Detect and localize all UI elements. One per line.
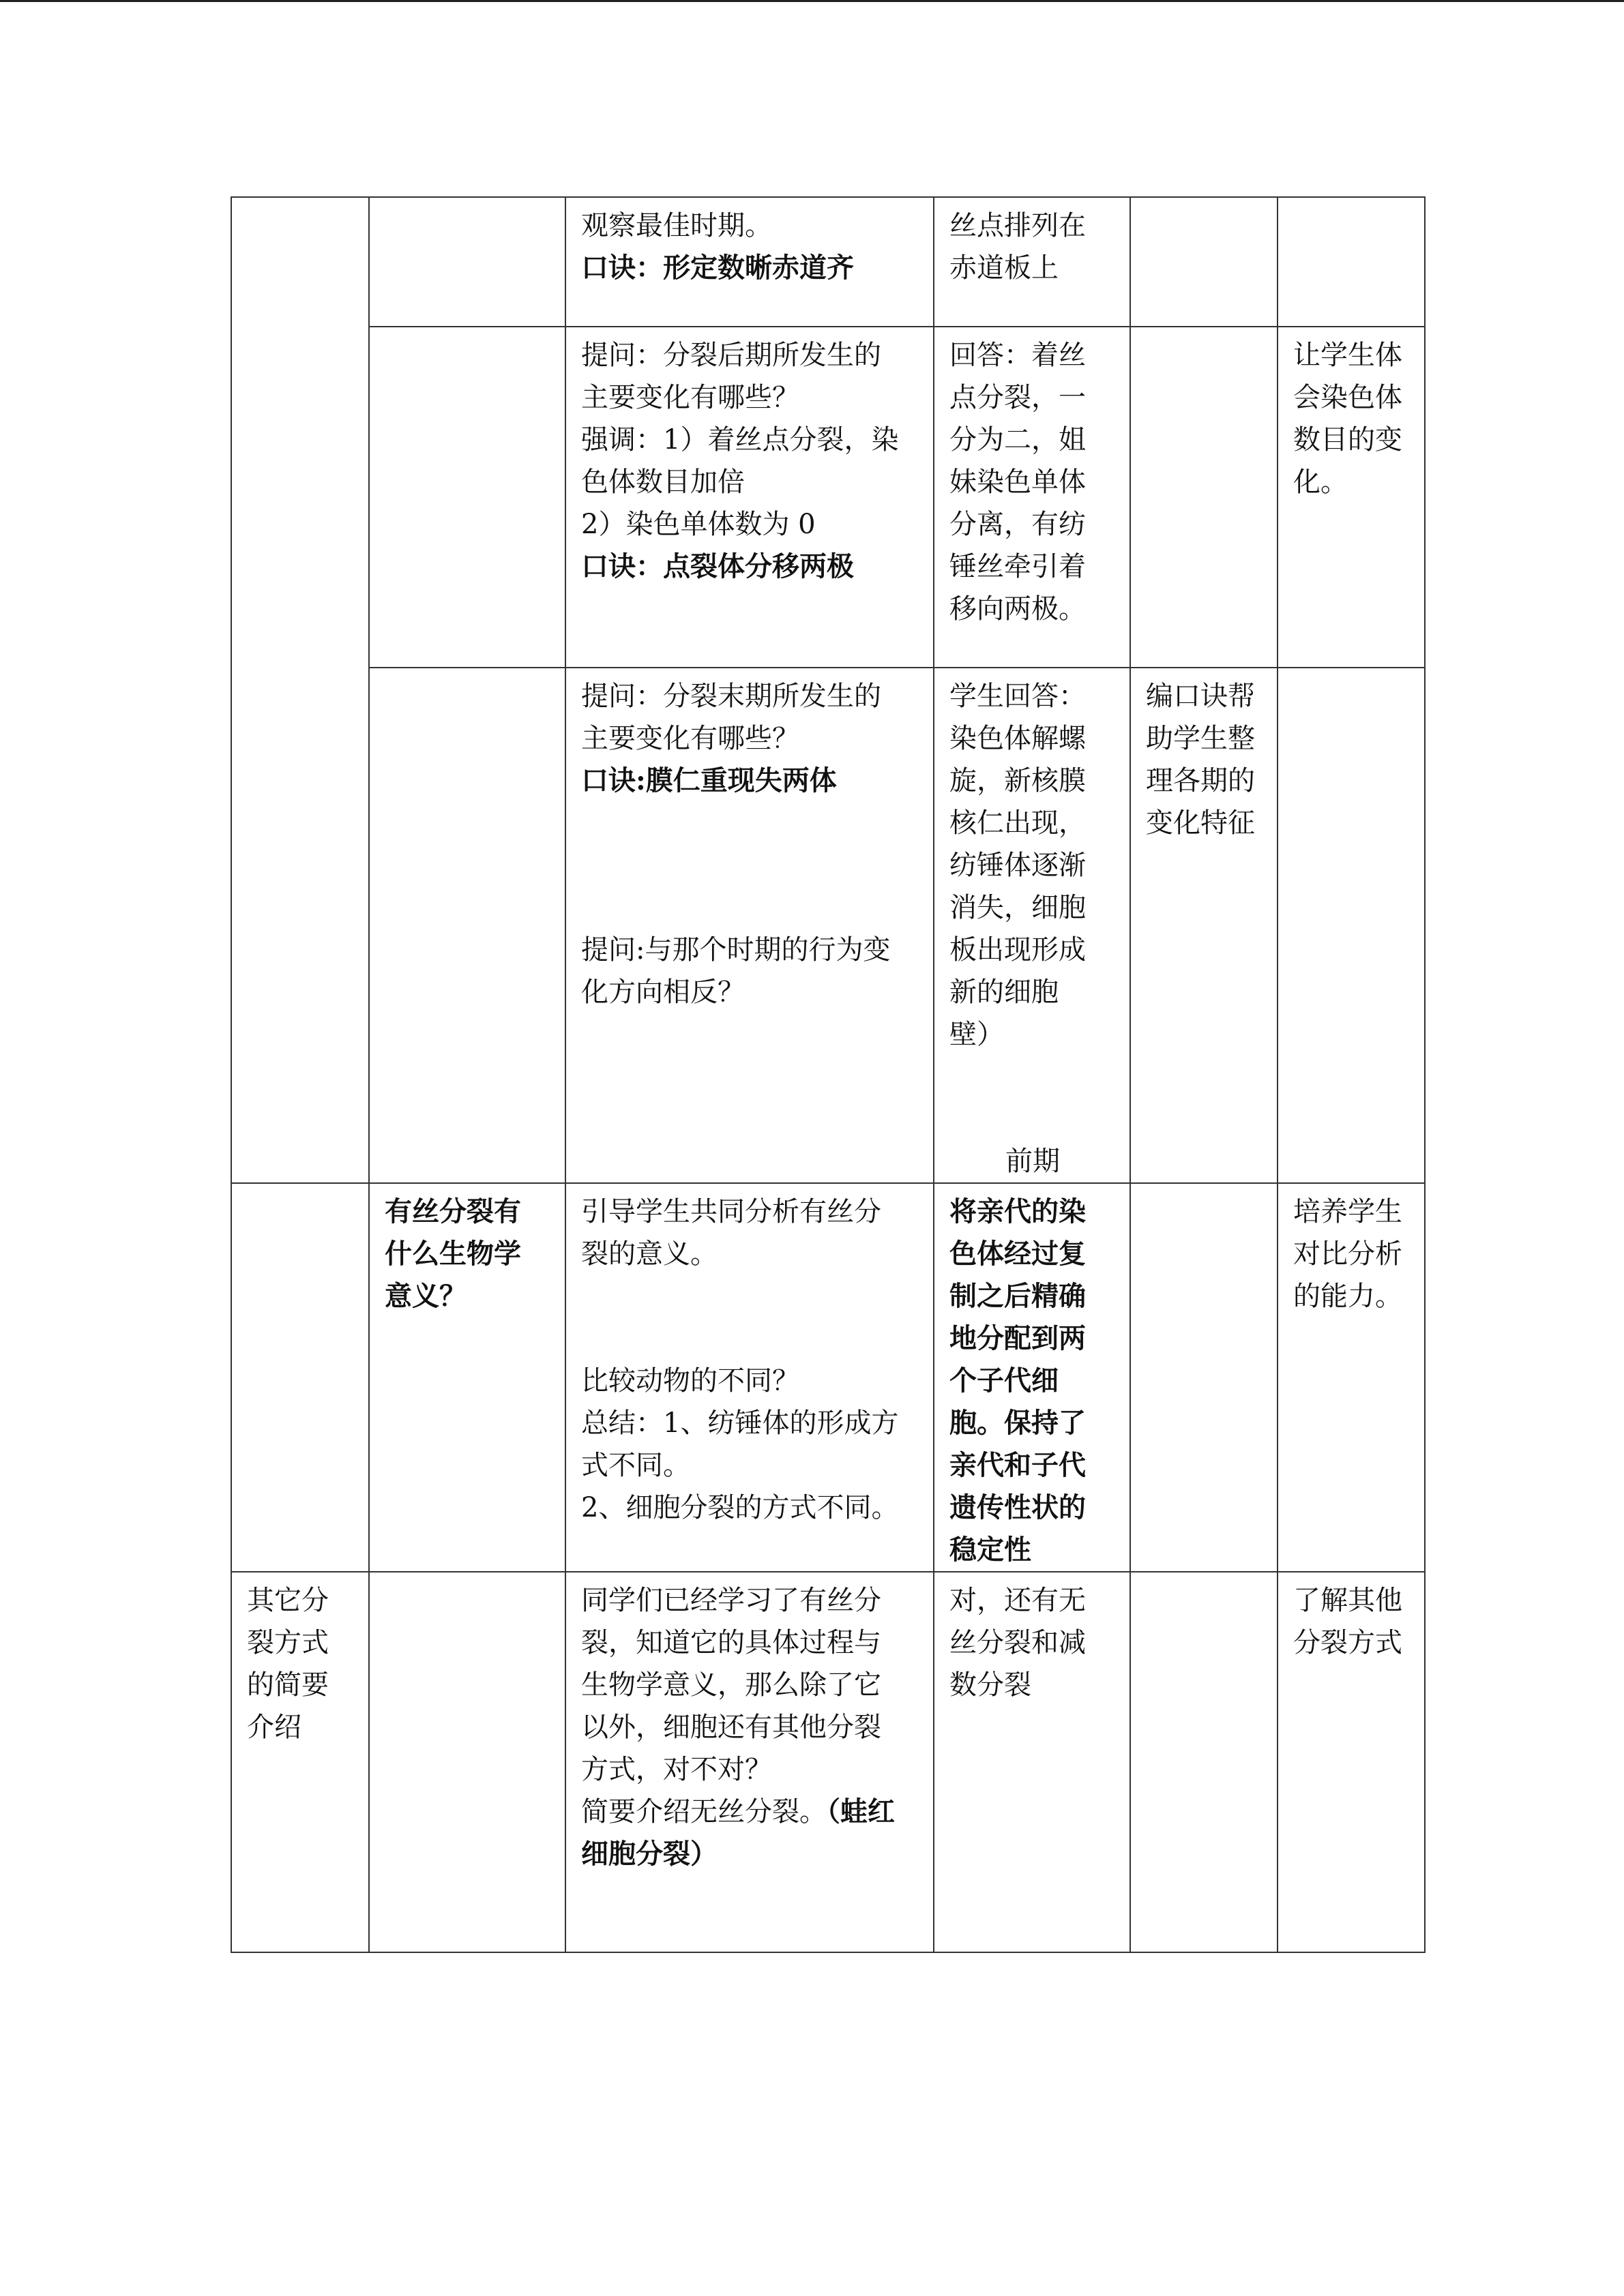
cell-topic-empty bbox=[231, 197, 369, 1183]
cell-question-empty bbox=[369, 197, 565, 327]
text-line: 主要变化有哪些？ bbox=[581, 723, 799, 754]
text-line: 让学生体 bbox=[1293, 340, 1402, 371]
cell-question-empty bbox=[369, 1572, 565, 1952]
cell-purpose-empty bbox=[1278, 197, 1425, 327]
text-line: 细胞分裂） bbox=[581, 1838, 718, 1870]
text-line: 数分裂 bbox=[949, 1669, 1031, 1701]
cell-teacher-activity bbox=[565, 1183, 934, 1572]
text-line: 染色体解螺 bbox=[949, 723, 1086, 754]
text-line: 对比分析 bbox=[1293, 1238, 1402, 1270]
cell-student-activity bbox=[934, 327, 1130, 668]
text-line: 分裂方式 bbox=[1293, 1627, 1402, 1658]
mnemonic-line: 口诀：形定数晰赤道齐 bbox=[581, 252, 854, 284]
cell-question bbox=[369, 1183, 565, 1572]
text-plain: 简要介绍无丝分裂。 bbox=[581, 1796, 827, 1828]
text-line: 编口诀帮 bbox=[1146, 681, 1255, 712]
cell-purpose bbox=[1278, 1183, 1425, 1572]
text-line: 将亲代的染 bbox=[949, 1195, 1086, 1227]
spacer bbox=[581, 802, 919, 929]
cell-teacher-activity bbox=[565, 197, 934, 327]
text-line: 式不同。 bbox=[581, 1450, 690, 1481]
text-line: 稳定性 bbox=[949, 1534, 1031, 1566]
text-line: 色体经过复 bbox=[949, 1238, 1086, 1270]
spacer bbox=[581, 1275, 919, 1360]
text-line: 变化特征 bbox=[1146, 807, 1255, 839]
cell-method bbox=[1130, 668, 1278, 1183]
mnemonic-line: 口诀：点裂体分移两极 bbox=[581, 550, 854, 582]
text-bold: （蛙红 bbox=[827, 1795, 895, 1828]
text-line: 其它分 bbox=[247, 1585, 329, 1616]
text-line: 壁） bbox=[949, 1019, 1004, 1050]
text-line: 主要变化有哪些？ bbox=[581, 382, 799, 413]
text-line: 提问：分裂末期所发生的 bbox=[581, 681, 881, 712]
cell-student-activity bbox=[934, 668, 1130, 1183]
text-line: 强调：1）着丝点分裂，染 bbox=[581, 424, 899, 456]
text-line: 同学们已经学习了有丝分 bbox=[581, 1585, 881, 1616]
text-line: 观察最佳时期。 bbox=[581, 210, 772, 241]
text-line: 2）染色单体数为 0 bbox=[581, 509, 816, 540]
text-line: 总结：1、纺锤体的形成方 bbox=[581, 1407, 899, 1439]
text-line: 了解其他 bbox=[1293, 1585, 1402, 1616]
text-line: 方式，对不对？ bbox=[581, 1754, 772, 1785]
cell-method-empty bbox=[1130, 1572, 1278, 1952]
text-line: 胞。保持了 bbox=[949, 1407, 1086, 1439]
question-line: 意义？ bbox=[385, 1280, 467, 1312]
table-row-anaphase bbox=[231, 327, 1425, 668]
text-line: 亲代和子代 bbox=[949, 1449, 1086, 1481]
cell-question-empty bbox=[369, 327, 565, 668]
text-line: 引导学生共同分析有丝分 bbox=[581, 1196, 881, 1227]
text-line: 个子代细 bbox=[949, 1365, 1059, 1397]
text-line: 提问:与那个时期的行为变 bbox=[581, 934, 891, 966]
text-line: 移向两极。 bbox=[949, 593, 1086, 625]
cell-topic-empty bbox=[231, 1183, 369, 1572]
text-line: 板出现形成 bbox=[949, 934, 1086, 966]
text-line: 赤道板上 bbox=[949, 252, 1059, 284]
table-row-metaphase bbox=[231, 197, 1425, 327]
text-line: 介绍 bbox=[247, 1712, 301, 1743]
text-line: 以外，细胞还有其他分裂 bbox=[581, 1712, 881, 1743]
page-top-border bbox=[0, 0, 1624, 2]
text-line: 学生回答： bbox=[949, 681, 1086, 712]
table-row-other-division bbox=[231, 1572, 1425, 1952]
cell-purpose-empty bbox=[1278, 668, 1425, 1183]
table-row-telophase bbox=[231, 668, 1425, 1183]
cell-purpose bbox=[1278, 327, 1425, 668]
text-line: 色体数目加倍 bbox=[581, 466, 745, 498]
text-line: 锤丝牵引着 bbox=[949, 551, 1086, 582]
text-line: 分离，有纺 bbox=[949, 509, 1086, 540]
text-line: 裂的意义。 bbox=[581, 1238, 718, 1270]
cell-teacher-activity bbox=[565, 1572, 934, 1952]
mnemonic-line: 口诀:膜仁重现失两体 bbox=[581, 764, 837, 796]
question-line: 有丝分裂有 bbox=[385, 1195, 521, 1227]
text-line: 对，还有无 bbox=[949, 1585, 1086, 1616]
text-line: 点分裂，一 bbox=[949, 382, 1086, 413]
text-line: 提问：分裂后期所发生的 bbox=[581, 340, 881, 371]
text-line: 的简要 bbox=[247, 1669, 329, 1701]
text-line: 理各期的 bbox=[1146, 765, 1255, 796]
cell-method-empty bbox=[1130, 1183, 1278, 1572]
lesson-plan-table bbox=[231, 196, 1426, 1953]
text-line: 丝点排列在 bbox=[949, 210, 1086, 241]
cell-question-empty bbox=[369, 668, 565, 1183]
text-line: 助学生整 bbox=[1146, 723, 1255, 754]
text-line: 化方向相反？ bbox=[581, 976, 745, 1008]
text-line: 生物学意义，那么除了它 bbox=[581, 1669, 881, 1701]
cell-teacher-activity bbox=[565, 327, 934, 668]
cell-topic bbox=[231, 1572, 369, 1952]
text-line: 回答：着丝 bbox=[949, 340, 1086, 371]
question-line: 什么生物学 bbox=[385, 1238, 521, 1270]
text-line: 制之后精确 bbox=[949, 1280, 1086, 1312]
cell-student-activity bbox=[934, 1183, 1130, 1572]
cell-method-empty bbox=[1130, 197, 1278, 327]
text-line: 2、细胞分裂的方式不同。 bbox=[581, 1492, 899, 1523]
text-line: 地分配到两 bbox=[949, 1322, 1086, 1354]
table-row-significance bbox=[231, 1183, 1425, 1572]
text-line: 会染色体 bbox=[1293, 382, 1402, 413]
text-line: 培养学生 bbox=[1293, 1196, 1402, 1227]
text-line: 裂，知道它的具体过程与 bbox=[581, 1627, 881, 1658]
text-line bbox=[581, 1791, 919, 1833]
text-line: 的能力。 bbox=[1293, 1281, 1402, 1312]
answer-phase-label: 前期 bbox=[1005, 1146, 1060, 1177]
text-line: 数目的变 bbox=[1293, 424, 1402, 456]
text-line: 遗传性状的 bbox=[949, 1491, 1086, 1523]
cell-method-empty bbox=[1130, 327, 1278, 668]
text-line: 分为二，姐 bbox=[949, 424, 1086, 456]
text-line: 裂方式 bbox=[247, 1627, 329, 1658]
spacer bbox=[949, 1056, 1116, 1140]
text-line: 新的细胞 bbox=[949, 976, 1059, 1008]
cell-student-activity bbox=[934, 1572, 1130, 1952]
text-line: 核仁出现， bbox=[949, 807, 1086, 839]
text-line: 旋，新核膜 bbox=[949, 765, 1086, 796]
text-line: 比较动物的不同？ bbox=[581, 1365, 799, 1397]
text-line: 化。 bbox=[1293, 466, 1348, 498]
text-line: 妹染色单体 bbox=[949, 466, 1086, 498]
cell-teacher-activity bbox=[565, 668, 934, 1183]
text-line: 消失，细胞 bbox=[949, 892, 1086, 923]
text-line: 丝分裂和减 bbox=[949, 1627, 1086, 1658]
cell-purpose bbox=[1278, 1572, 1425, 1952]
cell-student-activity bbox=[934, 197, 1130, 327]
text-line: 纺锤体逐渐 bbox=[949, 850, 1086, 881]
